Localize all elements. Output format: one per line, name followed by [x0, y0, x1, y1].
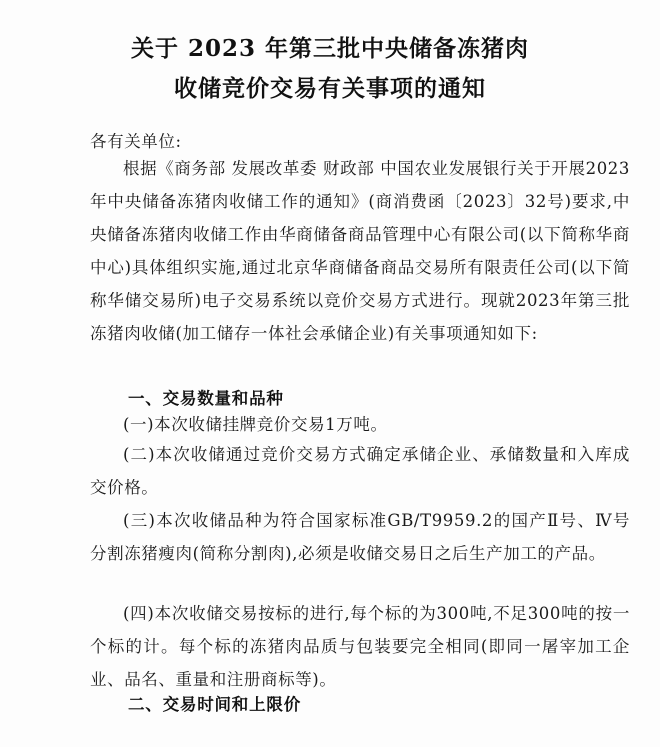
item-3: (三)本次收储品种为符合国家标准GB/T9959.2的国产Ⅱ号、Ⅳ号分割冻猪瘦肉(简称分割肉),必须是收储交易日之后生产加工的产品。 [90, 511, 630, 563]
section-2-heading: 二、交易时间和上限价 [128, 695, 301, 714]
item-2: (二)本次收储通过竞价交易方式确定承储企业、承储数量和入库成交价格。 [90, 445, 630, 497]
document-title-line-2: 收储竞价交易有关事项的通知 [174, 75, 486, 102]
intro-paragraph: 根据《商务部 发展改革委 财政部 中国农业发展银行关于开展2023年中央储备冻猪肉收储工作的通知》(商消费函〔2023〕32号)要求,中央储备冻猪肉收储工作由华商储备商品管理中心有限公司(以下简称华商中心)具体组织实施,通过北京华商储备商品交易所有限责任公司(以下简称华储交易所)电子交易系统以竞价交易方式进行。现就2023年第三批冻猪肉收储(加工储存一体社会承储企业)有关事项通知如下: [90, 159, 630, 343]
section-1-heading: 一、交易数量和品种 [128, 389, 284, 408]
salutation: 各有关单位: [90, 132, 182, 151]
item-1: (一)本次收储挂牌竞价交易1万吨。 [123, 415, 388, 434]
document-title-line-1: 关于 2023 年第三批中央储备冻猪肉 [130, 35, 530, 62]
item-4: (四)本次收储交易按标的进行,每个标的为300吨,不足300吨的按一个标的计。每个标的冻猪肉品质与包装要完全相同(即同一屠宰加工企业、品名、重量和注册商标等)。 [90, 604, 630, 689]
